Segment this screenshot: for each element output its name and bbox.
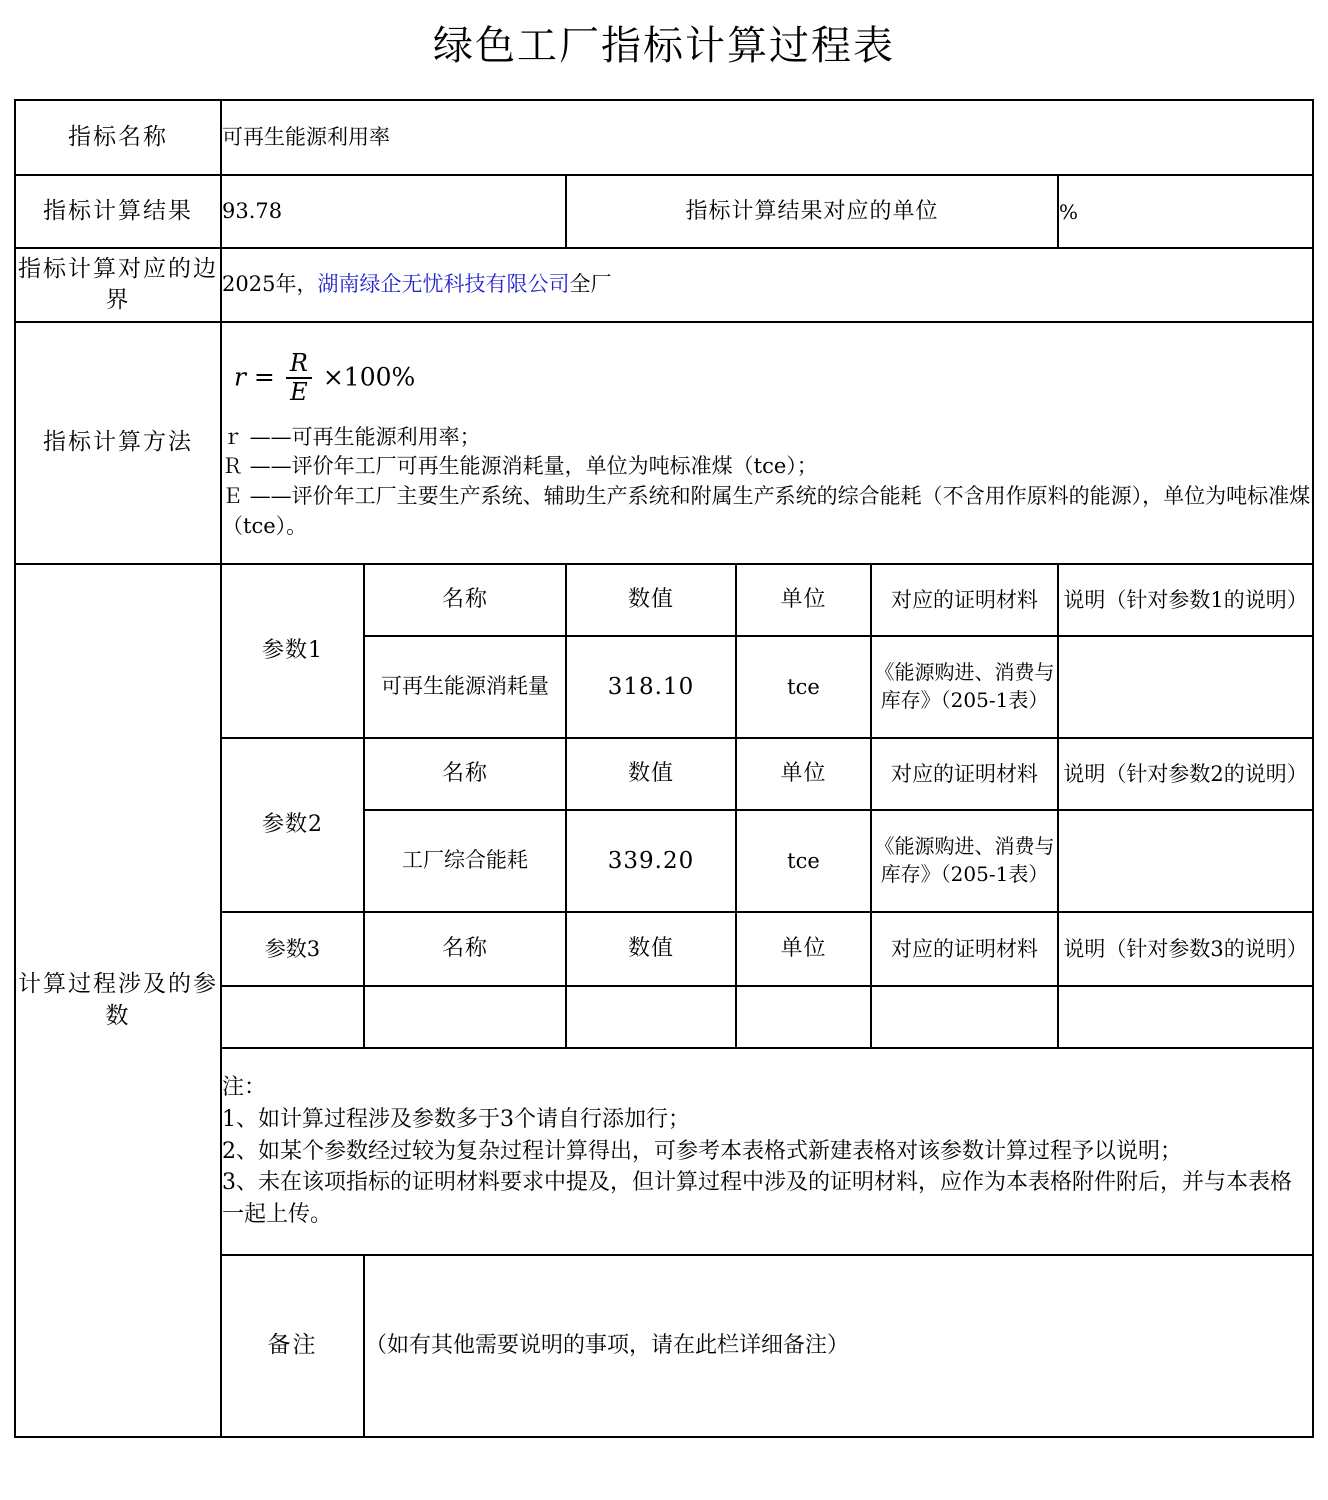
param2-header-value: 数值 [566, 738, 736, 810]
value-indicator-name[interactable]: 可再生能源利用率 [221, 100, 1313, 175]
notes-line-3: 3、未在该项指标的证明材料要求中提及，但计算过程中涉及的证明材料，应作为本表格附件附后，并与本表格一起上传。 [222, 1170, 1293, 1228]
label-result: 指标计算结果 [15, 175, 221, 248]
param3-header-proof: 对应的证明材料 [871, 912, 1058, 986]
table-row-method [15, 322, 1313, 564]
formula-numerator: R [286, 351, 312, 379]
table-row-indicator-name [15, 100, 1313, 175]
value-result-unit[interactable]: % [1058, 175, 1313, 248]
notes-line-2: 2、如某个参数经过较为复杂过程计算得出，可参考本表格式新建表格对该参数计算过程予以说明； [222, 1138, 1183, 1164]
notes-block [221, 1048, 1313, 1255]
label-remark: 备注 [221, 1255, 364, 1437]
param1-header-note: 说明（针对参数1的说明） [1058, 564, 1313, 636]
table-row-param1-header [15, 564, 1313, 636]
param3-note[interactable] [1058, 986, 1313, 1048]
label-params-section: 计算过程涉及的参数 [15, 564, 221, 1437]
param1-note[interactable] [1058, 636, 1313, 738]
param1-unit[interactable]: tce [736, 636, 871, 738]
label-result-unit: 指标计算结果对应的单位 [566, 175, 1058, 248]
param1-header-proof: 对应的证明材料 [871, 564, 1058, 636]
param2-proof[interactable]: 《能源购进、消费与库存》（205-1表） [871, 810, 1058, 912]
param1-index-label: 参数1 [221, 564, 364, 738]
value-method[interactable] [221, 322, 1313, 564]
formula-fraction [286, 351, 312, 405]
param3-unit[interactable] [736, 986, 871, 1048]
definition-R: Ｒ ——评价年工厂可再生能源消耗量，单位为吨标准煤（tce）； [222, 454, 818, 479]
value-boundary[interactable] [221, 248, 1313, 322]
param2-index-label: 参数2 [221, 738, 364, 912]
value-remark[interactable]: （如有其他需要说明的事项，请在此栏详细备注） [364, 1255, 1313, 1437]
definition-r: ｒ ——可再生能源利用率； [222, 424, 481, 449]
formula-times: × [322, 362, 344, 392]
param2-unit[interactable]: tce [736, 810, 871, 912]
param2-note[interactable] [1058, 810, 1313, 912]
param3-index-blank[interactable] [221, 986, 364, 1048]
param3-name[interactable] [364, 986, 566, 1048]
formula-denominator: E [290, 378, 308, 407]
boundary-company: 湖南绿企无忧科技有限公司 [317, 272, 570, 297]
param3-header-value: 数值 [566, 912, 736, 986]
table-row-result [15, 175, 1313, 248]
formula-renewable-ratio [234, 349, 416, 407]
label-boundary: 指标计算对应的边界 [15, 248, 221, 322]
formula-rhs: 100% [343, 362, 416, 392]
param1-header-unit: 单位 [736, 564, 871, 636]
param1-name[interactable]: 可再生能源消耗量 [364, 636, 566, 738]
param1-value[interactable]: 318.10 [566, 636, 736, 738]
formula-equals: = [253, 362, 275, 392]
param2-header-name: 名称 [364, 738, 566, 810]
param2-value[interactable]: 339.20 [566, 810, 736, 912]
param3-value[interactable] [566, 986, 736, 1048]
formula-definitions [222, 423, 1312, 542]
param1-header-name: 名称 [364, 564, 566, 636]
notes-heading: 注： [222, 1074, 267, 1100]
notes-line-1: 1、如计算过程涉及参数多于3个请自行添加行； [222, 1106, 690, 1132]
param3-header-name: 名称 [364, 912, 566, 986]
param2-header-note: 说明（针对参数2的说明） [1058, 738, 1313, 810]
boundary-suffix: 全厂 [569, 272, 612, 297]
param3-proof[interactable] [871, 986, 1058, 1048]
table-row-boundary [15, 248, 1313, 322]
definition-E: Ｅ ——评价年工厂主要生产系统、辅助生产系统和附属生产系统的综合能耗（不含用作原料的能源），单位为吨标准煤（tce）。 [222, 484, 1311, 538]
param3-header-note: 说明（针对参数3的说明） [1058, 912, 1313, 986]
label-method: 指标计算方法 [15, 322, 221, 564]
param1-header-value: 数值 [566, 564, 736, 636]
formula-lhs: r [234, 362, 246, 392]
param2-header-unit: 单位 [736, 738, 871, 810]
param2-name[interactable]: 工厂综合能耗 [364, 810, 566, 912]
indicator-calculation-table [14, 99, 1314, 1438]
param3-header-unit: 单位 [736, 912, 871, 986]
param2-header-proof: 对应的证明材料 [871, 738, 1058, 810]
value-result[interactable]: 93.78 [221, 175, 566, 248]
label-indicator-name: 指标名称 [15, 100, 221, 175]
boundary-prefix: 2025年， [222, 272, 318, 297]
param1-proof[interactable]: 《能源购进、消费与库存》（205-1表） [871, 636, 1058, 738]
page-title: 绿色工厂指标计算过程表 [433, 23, 895, 69]
param3-index-label: 参数3 [221, 912, 364, 986]
